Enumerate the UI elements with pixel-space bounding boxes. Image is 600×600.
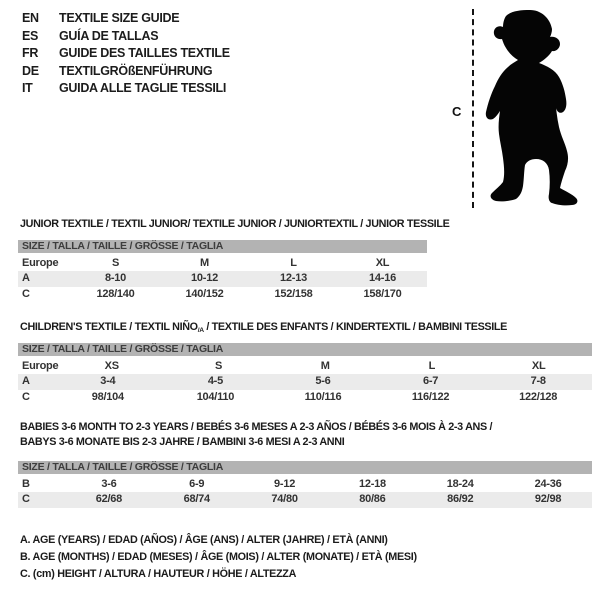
value-cell: 6-9 (189, 477, 205, 490)
value-cell: 98/104 (91, 390, 124, 403)
table-row-height (18, 390, 592, 406)
table-row-height (18, 287, 427, 303)
size-header-bar: SIZE / TALLA / TAILLE / GRÖSSE / TAGLIA (18, 461, 592, 474)
language-code: FR (22, 46, 39, 61)
babies-title-line1: BABIES 3-6 MONTH TO 2-3 YEARS / BEBÉS 3-6 MESES A 2-3 AÑOS / BÉBÉS 3-6 MOIS À 2-3 ANS / (20, 421, 493, 433)
value-cell: 12-13 (280, 272, 307, 284)
row-label: Europe (22, 359, 59, 372)
value-cell: 68/74 (183, 493, 210, 505)
language-row-es (22, 28, 230, 46)
language-label: GUÍA DE TALLAS (59, 28, 159, 43)
row-label: A (22, 272, 30, 284)
legend-note-c: C. (cm) HEIGHT / ALTURA / HAUTEUR / HÖHE / ALTEZZA (20, 568, 297, 581)
language-label: TEXTILGRÖßENFÜHRUNG (59, 63, 213, 78)
value-cell: 3-4 (100, 375, 116, 387)
language-code: DE (22, 63, 39, 78)
row-label: C (22, 287, 30, 300)
value-cell: 62/68 (95, 493, 123, 505)
row-label: C (22, 390, 30, 403)
language-code: IT (22, 81, 33, 96)
size-cell: M (200, 256, 209, 269)
toddler-silhouette (472, 2, 582, 210)
value-cell: 152/158 (274, 287, 313, 300)
height-measure-label: C (452, 104, 462, 119)
table-row-months (18, 477, 592, 493)
size-cell: XS (104, 359, 119, 372)
size-cell: M (320, 359, 330, 372)
table-row-height (18, 492, 592, 508)
children-title-pre: CHILDREN'S TEXTILE / TEXTIL NIÑO (20, 321, 198, 333)
value-cell: 92/98 (534, 493, 562, 505)
value-cell: 86/92 (447, 493, 474, 505)
size-cell: S (214, 359, 223, 372)
legend-notes (20, 532, 417, 584)
size-cell: XL (375, 256, 390, 269)
babies-table-title (20, 420, 492, 450)
value-cell: 7-8 (530, 375, 546, 387)
size-cell: L (290, 256, 297, 269)
table-row-age (18, 271, 427, 287)
legend-note-b: B. AGE (MONTHS) / EDAD (MESES) / ÂGE (MOIS) / ALTER (MONATE) / ETÀ (MESI) (20, 551, 417, 564)
language-title-list (22, 10, 230, 98)
size-header-bar: SIZE / TALLA / TAILLE / GRÖSSE / TAGLIA (18, 240, 427, 253)
language-code: EN (22, 11, 39, 25)
value-cell: 4-5 (207, 375, 223, 387)
value-cell: 3-6 (101, 477, 117, 490)
value-cell: 18-24 (446, 477, 474, 490)
value-cell: 6-7 (423, 375, 439, 387)
language-code: ES (22, 28, 39, 43)
language-label: GUIDA ALLE TAGLIE TESSILI (59, 81, 227, 96)
table-row-europe (18, 359, 592, 375)
value-cell: 110/116 (304, 390, 342, 403)
value-cell: 116/122 (411, 390, 450, 403)
value-cell: 128/140 (96, 287, 135, 300)
language-label: GUIDE DES TAILLES TEXTILE (59, 46, 230, 61)
value-cell: 104/110 (196, 390, 235, 403)
size-cell: L (428, 359, 436, 372)
language-row-de (22, 63, 230, 81)
babies-title-line2: BABYS 3-6 MONATE BIS 2-3 JAHRE / BAMBINI 3-6 MESI A 2-3 ANNI (20, 436, 345, 448)
table-row-europe (18, 256, 427, 272)
language-label: TEXTILE SIZE GUIDE (59, 11, 180, 25)
row-label: C (22, 493, 30, 505)
value-cell: 24-36 (534, 477, 562, 490)
children-size-table (18, 343, 592, 405)
row-label: A (22, 375, 30, 387)
legend-note-a: A. AGE (YEARS) / EDAD (AÑOS) / ÂGE (ANS) / ALTER (JAHRE) / ETÀ (ANNI) (20, 534, 388, 546)
value-cell: 122/128 (519, 390, 558, 403)
language-row-en (22, 10, 230, 28)
size-header-bar: SIZE / TALLA / TAILLE / GRÖSSE / TAGLIA (18, 343, 592, 356)
children-title-post: / TEXTILE DES ENFANTS / KINDERTEXTIL / BAMBINI TESSILE (203, 321, 508, 333)
babies-size-table (18, 461, 592, 508)
row-label: B (22, 477, 30, 490)
size-cell: S (111, 256, 120, 269)
junior-size-table (18, 240, 427, 302)
table-row-age (18, 374, 592, 390)
value-cell: 5-6 (315, 375, 331, 387)
value-cell: 74/80 (271, 493, 298, 505)
value-cell: 9-12 (274, 477, 296, 490)
language-row-fr (22, 45, 230, 63)
junior-table-title: JUNIOR TEXTILE / TEXTIL JUNIOR/ TEXTILE JUNIOR / JUNIORTEXTIL / JUNIOR TESSILE (20, 218, 450, 230)
value-cell: 8-10 (104, 272, 127, 284)
value-cell: 158/170 (363, 287, 402, 300)
row-label: Europe (22, 256, 59, 269)
children-title-subscript: /A (197, 327, 204, 334)
value-cell: 10-12 (191, 272, 218, 284)
value-cell: 140/152 (185, 287, 224, 300)
size-cell: XL (531, 359, 546, 372)
value-cell: 80/86 (359, 493, 386, 505)
children-table-title (20, 320, 507, 338)
value-cell: 14-16 (369, 272, 396, 284)
value-cell: 12-18 (358, 477, 386, 490)
language-row-it (22, 80, 230, 98)
